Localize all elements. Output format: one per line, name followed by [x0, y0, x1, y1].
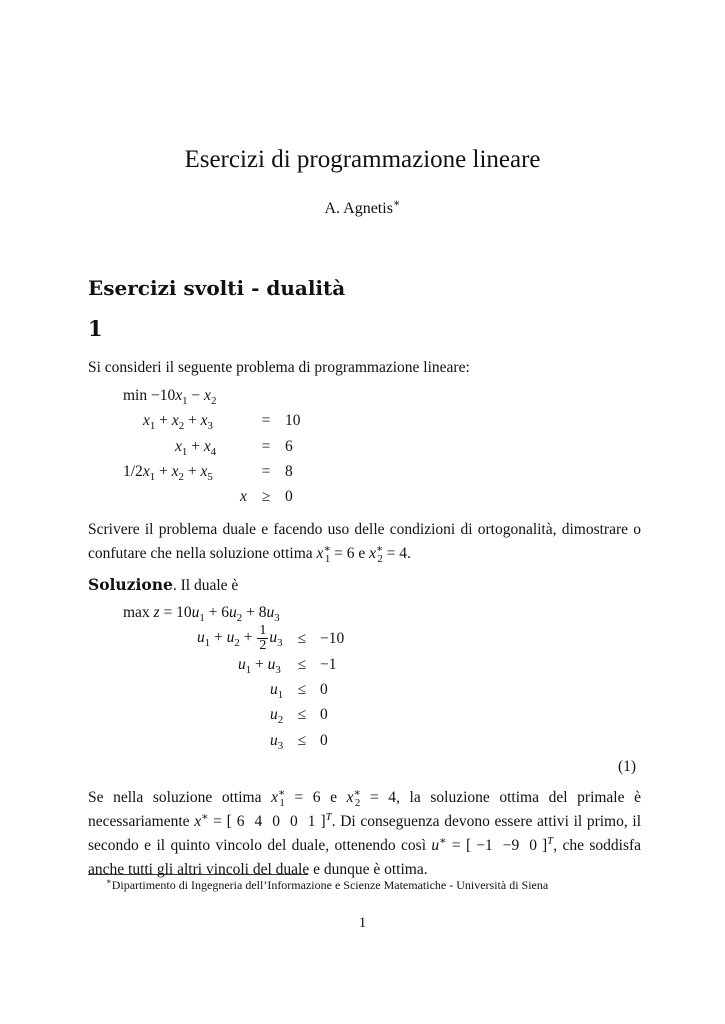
subsection-number: 1: [88, 316, 103, 341]
dual-constraint-3: $u_1$: [270, 681, 284, 702]
footnote: [106, 878, 548, 893]
primal-rel-4: ≥: [261, 488, 271, 505]
dual-rhs-1: −10: [320, 630, 345, 647]
primal-rhs-1: 10: [285, 412, 301, 429]
solution-label: Soluzione: [88, 575, 173, 594]
dual-rhs-2: −1: [320, 656, 337, 673]
dual-rel-1: ≤: [297, 630, 307, 647]
author-name: A. Agnetis: [324, 200, 393, 217]
author-line: [0, 197, 725, 218]
conclusion-text-1: Se nella soluzione ottima: [88, 789, 262, 806]
conclusion-text-4: , che soddisfa anche tutti gli altri vincoli del duale e dunque è ottima.: [88, 837, 642, 878]
primal-rhs-3: 8: [285, 463, 293, 480]
page-number: 1: [358, 915, 367, 931]
dual-rel-5: ≤: [297, 732, 307, 749]
dual-constraint-2: $u_1 + u_3$: [238, 656, 281, 677]
author-footnote-mark: ∗: [392, 197, 401, 210]
conclusion-paragraph: Se nella soluzione ottima $x^∗_1 = 6$ e $x^∗_2 = 4$, la soluzione ottima del primale è necessariamente x∗ = [ 6 4 0 0 1 ]$^T$. Di conseguenza devono essere attivi il primo, il secondo e il quinto vincolo del duale, ottenendo così u∗ = [ −1 −9 0 ]$^T$, che soddisfa anche tutti gli altri vincoli del duale e dunque è ottima.: [88, 786, 642, 878]
dual-constraint-5: $u_3$: [270, 732, 284, 753]
primal-constraint-2: $x_1 + x_4$: [175, 438, 217, 459]
primal-rhs-2: 6: [285, 438, 293, 455]
fraction-one-half: $\frac{1}{2}$: [259, 623, 267, 653]
task-text: Scrivere il problema duale e facendo uso delle condizioni di ortogonalità, dimostrare o confutare che nella soluzione ottima: [88, 521, 641, 562]
primal-rel-1: =: [261, 412, 271, 429]
conclusion-text-3: . Di conseguenza devono essere attivi il primo, il secondo e il quinto vincolo del duale, ottenendo così: [88, 813, 642, 854]
conclusion-text-2: , la soluzione ottima del primale è necessariamente: [88, 789, 641, 830]
document-title: Esercizi di programmazione lineare: [184, 146, 541, 173]
intro-paragraph: Si consideri il seguente problema di programmazione lineare:: [88, 359, 470, 376]
dual-rhs-5: 0: [320, 732, 328, 749]
section-heading: Esercizi svolti - dualità: [88, 276, 346, 300]
equation-number: (1): [618, 758, 637, 775]
primal-objective: $\min -10x_1 - x_2$: [123, 387, 217, 408]
dual-constraint-4: $u_2$: [270, 706, 284, 727]
primal-rel-2: =: [261, 438, 271, 455]
primal-constraint-3: $1/2x_1 + x_2 + x_5$: [123, 463, 213, 484]
dual-rhs-4: 0: [320, 706, 328, 723]
footnote-text: Dipartimento di Ingegneria dell’Informazione e Scienze Matematiche - Università di Siena: [111, 878, 549, 892]
dual-rel-4: ≤: [297, 706, 307, 723]
dual-rel-3: ≤: [297, 681, 307, 698]
solution-paragraph: [88, 573, 238, 598]
dual-rhs-3: 0: [320, 681, 328, 698]
footnote-rule: [88, 874, 308, 875]
dual-objective: $\max z = 10u_1 + 6u_2 + 8u_3$: [123, 604, 280, 625]
primal-rel-3: =: [261, 463, 271, 480]
primal-constraint-4: x: [240, 488, 247, 505]
dual-constraint-1: $u_1 + u_2$ + $\frac{1}{2}$ $u_3$: [197, 623, 283, 653]
dual-rel-2: ≤: [297, 656, 307, 673]
solution-text: . Il duale è: [172, 577, 239, 594]
primal-rhs-4: 0: [285, 488, 293, 505]
task-paragraph: Scrivere il problema duale e facendo uso delle condizioni di ortogonalità, dimostrare o confutare che nella soluzione ottima $x^∗_1 = 6$ e $x^∗_2 = 4$.: [88, 521, 641, 566]
footnote-mark: ∗: [106, 877, 112, 886]
primal-constraint-1: $x_1 + x_2 + x_3$: [143, 412, 213, 433]
